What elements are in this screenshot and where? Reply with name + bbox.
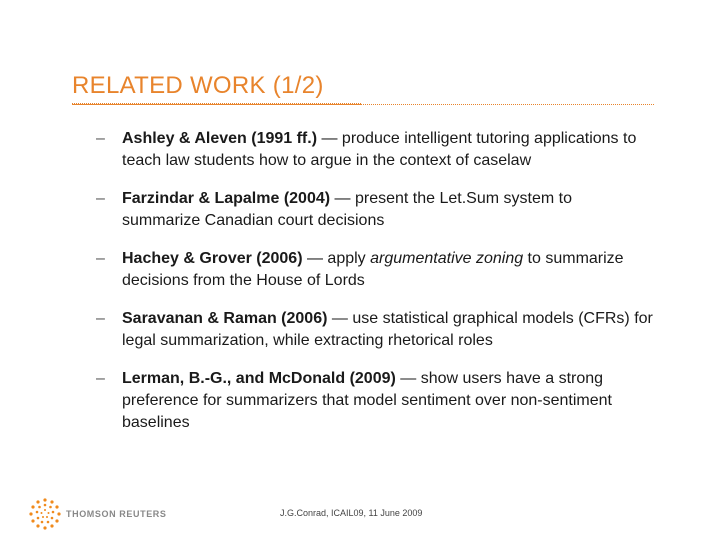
bullet-separator: — — [330, 190, 355, 207]
bullet-item — [94, 308, 654, 352]
slide-title: RELATED WORK (1/2) — [72, 72, 324, 99]
thomson-reuters-dot-ring-icon — [28, 497, 62, 531]
bullet-dash: – — [96, 190, 105, 207]
footer-citation: J.G.Conrad, ICAIL09, 11 June 2009 — [280, 508, 423, 518]
bullet-text: present the Let.Sum system to summarize Canadian court decisions — [122, 190, 572, 229]
bullet-text: produce intelligent tutoring applications to teach law students how to argue in the context of caselaw — [122, 130, 637, 169]
bullet-text: use statistical graphical models (CFRs) for legal summarization, while extracting rhetorical roles — [122, 310, 653, 349]
bullet-separator: — — [395, 370, 421, 387]
logo-wordmark: THOMSON REUTERS — [66, 509, 167, 519]
bullet-dash: – — [96, 370, 105, 387]
title-underline — [72, 103, 362, 105]
bullet-authors: Lerman, B.-G., and McDonald (2009) — [122, 370, 396, 387]
bullet-dash: – — [96, 250, 105, 267]
bullet-list — [94, 128, 654, 434]
bullet-dash: – — [96, 310, 105, 327]
bullet-item — [94, 188, 654, 232]
bullet-item — [94, 128, 654, 172]
bullet-text-post: to summarize decisions from the House of Lords — [122, 250, 624, 289]
bullet-authors: Ashley & Aleven (1991 ff.) — [122, 130, 318, 147]
company-logo — [28, 497, 167, 531]
bullet-item — [94, 368, 654, 434]
bullet-authors: Saravanan & Raman (2006) — [122, 310, 328, 327]
bullet-dash: – — [96, 130, 105, 147]
bullet-authors: Hachey & Grover (2006) — [122, 250, 303, 267]
bullet-separator: — — [317, 130, 342, 147]
bullet-separator: — — [302, 250, 328, 267]
bullet-text: show users have a strong preference for summarizers that model sentiment over non-sentiment baselines — [122, 370, 612, 431]
bullet-separator: — — [327, 310, 353, 327]
bullet-authors: Farzindar & Lapalme (2004) — [122, 190, 331, 207]
bullet-text-emphasis: argumentative zoning — [370, 250, 524, 267]
bullet-item — [94, 248, 654, 292]
bullet-text-pre: apply — [327, 250, 371, 267]
